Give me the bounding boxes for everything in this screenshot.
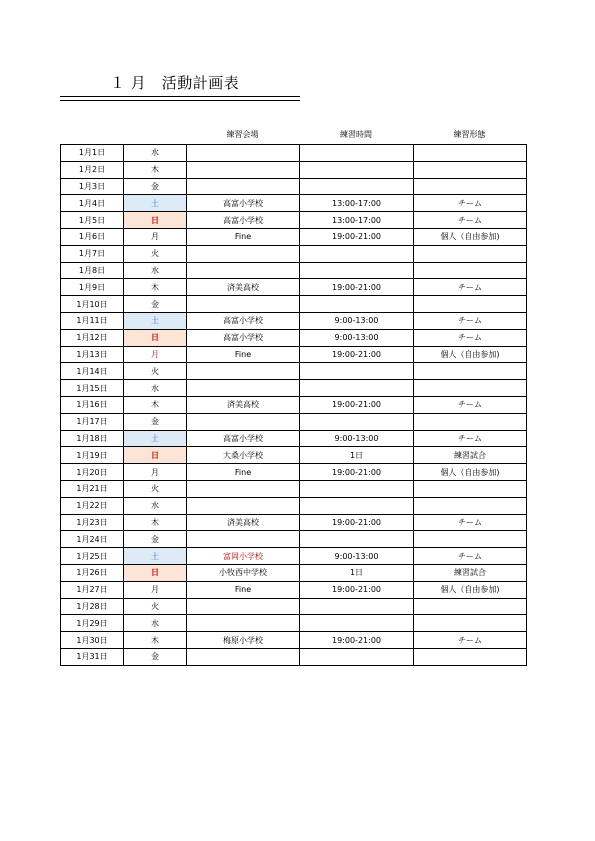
cell-venue: 高富小学校	[187, 212, 300, 229]
cell-venue	[187, 480, 300, 497]
cell-time: 1日	[300, 447, 414, 464]
cell-venue: 高富小学校	[187, 329, 300, 346]
cell-venue	[187, 262, 300, 279]
cell-day: 土	[124, 430, 187, 447]
cell-venue: Fine	[187, 464, 300, 481]
table-row	[61, 447, 527, 464]
cell-form: チーム	[414, 312, 527, 329]
table-row	[61, 564, 527, 581]
cell-day: 月	[124, 228, 187, 245]
cell-form	[414, 262, 527, 279]
table-row	[61, 396, 527, 413]
cell-date: 1月20日	[61, 464, 124, 481]
title-double-underline	[60, 96, 300, 101]
cell-venue	[187, 296, 300, 313]
cell-day: 水	[124, 262, 187, 279]
cell-form: チーム	[414, 632, 527, 649]
cell-date: 1月8日	[61, 262, 124, 279]
table-row	[61, 312, 527, 329]
table-row	[61, 178, 527, 195]
header-venue: 練習会場	[226, 130, 259, 139]
cell-time: 1日	[300, 564, 414, 581]
cell-date: 1月10日	[61, 296, 124, 313]
table-row	[61, 228, 527, 245]
cell-form: チーム	[414, 212, 527, 229]
cell-day: 月	[124, 346, 187, 363]
cell-form: チーム	[414, 195, 527, 212]
cell-form: チーム	[414, 329, 527, 346]
cell-day: 金	[124, 531, 187, 548]
table-row	[61, 514, 527, 531]
cell-date: 1月27日	[61, 581, 124, 598]
cell-form: 個人（自由参加)	[414, 581, 527, 598]
cell-day: 月	[124, 581, 187, 598]
cell-day: 月	[124, 464, 187, 481]
cell-time	[300, 262, 414, 279]
table-row	[61, 212, 527, 229]
cell-venue	[187, 380, 300, 397]
cell-day: 日	[124, 447, 187, 464]
cell-time	[300, 245, 414, 262]
cell-venue: Fine	[187, 346, 300, 363]
cell-form	[414, 380, 527, 397]
cell-time	[300, 497, 414, 514]
cell-day: 日	[124, 564, 187, 581]
cell-time: 19:00-21:00	[300, 396, 414, 413]
cell-time: 19:00-21:00	[300, 581, 414, 598]
cell-date: 1月31日	[61, 648, 124, 665]
cell-date: 1月1日	[61, 145, 124, 162]
cell-venue	[187, 145, 300, 162]
cell-venue	[187, 178, 300, 195]
cell-time: 19:00-21:00	[300, 514, 414, 531]
cell-date: 1月4日	[61, 195, 124, 212]
cell-form	[414, 178, 527, 195]
cell-form: 練習試合	[414, 564, 527, 581]
cell-date: 1月26日	[61, 564, 124, 581]
cell-venue: 梅原小学校	[187, 632, 300, 649]
cell-date: 1月21日	[61, 480, 124, 497]
cell-form	[414, 480, 527, 497]
table-row	[61, 531, 527, 548]
cell-venue: 済美高校	[187, 514, 300, 531]
cell-venue	[187, 413, 300, 430]
cell-date: 1月23日	[61, 514, 124, 531]
cell-time: 13:00-17:00	[300, 195, 414, 212]
cell-venue: 高富小学校	[187, 312, 300, 329]
cell-date: 1月13日	[61, 346, 124, 363]
cell-date: 1月18日	[61, 430, 124, 447]
column-headers	[60, 129, 526, 143]
cell-day: 水	[124, 497, 187, 514]
cell-form	[414, 296, 527, 313]
table-row	[61, 329, 527, 346]
cell-form: 個人（自由参加)	[414, 228, 527, 245]
cell-day: 火	[124, 363, 187, 380]
cell-time: 19:00-21:00	[300, 632, 414, 649]
schedule-table	[60, 144, 527, 666]
cell-venue: 小牧西中学校	[187, 564, 300, 581]
cell-time	[300, 296, 414, 313]
cell-venue: 済美高校	[187, 279, 300, 296]
cell-form	[414, 413, 527, 430]
cell-time	[300, 598, 414, 615]
cell-day: 火	[124, 598, 187, 615]
cell-date: 1月12日	[61, 329, 124, 346]
cell-date: 1月28日	[61, 598, 124, 615]
cell-date: 1月3日	[61, 178, 124, 195]
cell-time	[300, 178, 414, 195]
cell-form: チーム	[414, 548, 527, 565]
cell-time: 9:00-13:00	[300, 312, 414, 329]
cell-day: 土	[124, 195, 187, 212]
cell-time: 9:00-13:00	[300, 548, 414, 565]
table-row	[61, 632, 527, 649]
cell-day: 日	[124, 329, 187, 346]
header-form: 練習形態	[453, 130, 486, 139]
table-row	[61, 279, 527, 296]
table-row	[61, 363, 527, 380]
cell-day: 火	[124, 480, 187, 497]
cell-date: 1月5日	[61, 212, 124, 229]
cell-venue: 高富小学校	[187, 430, 300, 447]
cell-day: 土	[124, 312, 187, 329]
cell-form: 個人（自由参加)	[414, 464, 527, 481]
cell-date: 1月29日	[61, 615, 124, 632]
cell-day: 金	[124, 296, 187, 313]
cell-form	[414, 161, 527, 178]
cell-form	[414, 245, 527, 262]
table-row	[61, 464, 527, 481]
cell-time	[300, 363, 414, 380]
cell-time	[300, 648, 414, 665]
cell-time	[300, 145, 414, 162]
cell-day: 木	[124, 279, 187, 296]
cell-date: 1月22日	[61, 497, 124, 514]
cell-date: 1月16日	[61, 396, 124, 413]
cell-time	[300, 161, 414, 178]
cell-day: 土	[124, 548, 187, 565]
cell-date: 1月30日	[61, 632, 124, 649]
table-row	[61, 615, 527, 632]
cell-day: 木	[124, 514, 187, 531]
cell-form	[414, 145, 527, 162]
cell-time: 13:00-17:00	[300, 212, 414, 229]
table-row	[61, 380, 527, 397]
table-row	[61, 296, 527, 313]
cell-venue	[187, 497, 300, 514]
table-row	[61, 548, 527, 565]
table-row	[61, 262, 527, 279]
cell-time: 9:00-13:00	[300, 329, 414, 346]
cell-venue	[187, 598, 300, 615]
cell-form: チーム	[414, 279, 527, 296]
cell-time	[300, 615, 414, 632]
cell-form	[414, 363, 527, 380]
table-row	[61, 195, 527, 212]
cell-venue	[187, 531, 300, 548]
table-row	[61, 413, 527, 430]
cell-venue: 高富小学校	[187, 195, 300, 212]
cell-time: 19:00-21:00	[300, 228, 414, 245]
cell-date: 1月14日	[61, 363, 124, 380]
cell-day: 日	[124, 212, 187, 229]
cell-venue	[187, 615, 300, 632]
cell-date: 1月17日	[61, 413, 124, 430]
cell-time	[300, 480, 414, 497]
cell-day: 水	[124, 145, 187, 162]
table-row	[61, 480, 527, 497]
cell-date: 1月11日	[61, 312, 124, 329]
cell-time	[300, 380, 414, 397]
table-row	[61, 598, 527, 615]
cell-time: 9:00-13:00	[300, 430, 414, 447]
cell-date: 1月24日	[61, 531, 124, 548]
cell-venue	[187, 363, 300, 380]
cell-date: 1月2日	[61, 161, 124, 178]
schedule-body	[61, 145, 527, 666]
cell-form: チーム	[414, 396, 527, 413]
table-row	[61, 581, 527, 598]
cell-form	[414, 648, 527, 665]
table-row	[61, 161, 527, 178]
cell-venue: Fine	[187, 581, 300, 598]
cell-day: 木	[124, 632, 187, 649]
cell-day: 木	[124, 396, 187, 413]
table-row	[61, 430, 527, 447]
cell-time	[300, 413, 414, 430]
header-time: 練習時間	[340, 130, 372, 139]
cell-venue	[187, 245, 300, 262]
cell-form	[414, 598, 527, 615]
cell-form	[414, 615, 527, 632]
cell-date: 1月9日	[61, 279, 124, 296]
cell-form: 個人（自由参加)	[414, 346, 527, 363]
cell-venue	[187, 648, 300, 665]
table-row	[61, 245, 527, 262]
cell-form: 練習試合	[414, 447, 527, 464]
cell-form: チーム	[414, 430, 527, 447]
cell-time: 19:00-21:00	[300, 279, 414, 296]
cell-venue: 富岡小学校	[187, 548, 300, 565]
cell-day: 金	[124, 648, 187, 665]
cell-form	[414, 497, 527, 514]
cell-day: 水	[124, 615, 187, 632]
table-row	[61, 497, 527, 514]
cell-date: 1月6日	[61, 228, 124, 245]
cell-venue	[187, 161, 300, 178]
page-title: １ 月 活動計画表	[110, 74, 240, 92]
table-row	[61, 145, 527, 162]
table-row	[61, 346, 527, 363]
cell-time: 19:00-21:00	[300, 464, 414, 481]
cell-form	[414, 531, 527, 548]
cell-date: 1月15日	[61, 380, 124, 397]
cell-date: 1月25日	[61, 548, 124, 565]
cell-venue: 済美高校	[187, 396, 300, 413]
cell-venue: 大桑小学校	[187, 447, 300, 464]
cell-venue: Fine	[187, 228, 300, 245]
cell-day: 水	[124, 380, 187, 397]
cell-day: 木	[124, 161, 187, 178]
cell-form: チーム	[414, 514, 527, 531]
cell-day: 金	[124, 413, 187, 430]
table-row	[61, 648, 527, 665]
cell-day: 金	[124, 178, 187, 195]
cell-time: 19:00-21:00	[300, 346, 414, 363]
cell-day: 火	[124, 245, 187, 262]
cell-date: 1月19日	[61, 447, 124, 464]
cell-time	[300, 531, 414, 548]
cell-date: 1月7日	[61, 245, 124, 262]
